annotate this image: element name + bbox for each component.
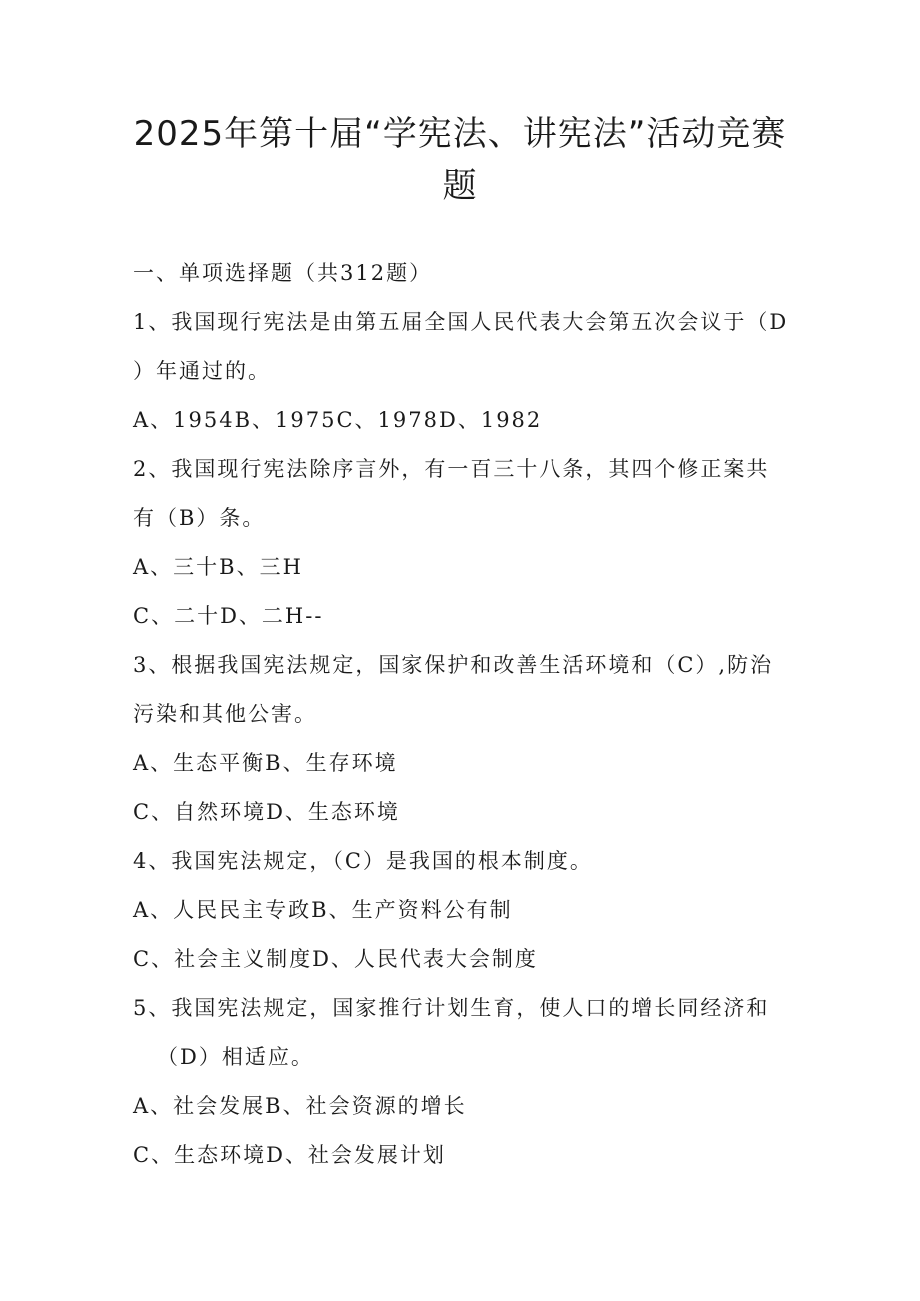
document-body (133, 256, 793, 1187)
question-3-text-cont: 污染和其他公害。 (133, 702, 317, 726)
question-3-options-ab: A、生态平衡B、生存环境 (133, 751, 398, 775)
document-title: 2025年第十届“学宪法、讲宪法”活动竞赛题 (133, 114, 787, 206)
question-3-text: 3、根据我国宪法规定，国家保护和改善生活环境和（C）,防治 (133, 653, 774, 677)
question-1-text-cont: ）年通过的。 (133, 359, 271, 383)
question-3-options-cd: C、自然环境D、生态环境 (133, 800, 400, 824)
question-5-options-ab: A、社会发展B、社会资源的增长 (133, 1094, 467, 1118)
question-4-text: 4、我国宪法规定，（C）是我国的根本制度。 (133, 849, 593, 873)
question-1-options: A、1954B、1975C、1978D、1982 (133, 408, 543, 432)
question-5-text: 5、我国宪法规定，国家推行计划生育，使人口的增长同经济和 (133, 996, 770, 1020)
question-1-text: 1、我国现行宪法是由第五届全国人民代表大会第五次会议于（D (133, 310, 789, 334)
question-2-text-cont: 有（B）条。 (133, 506, 266, 530)
section-heading: 一、单项选择题（共312题） (133, 261, 433, 285)
question-5-text-cont: （D）相适应。 (157, 1045, 314, 1069)
question-2-text: 2、我国现行宪法除序言外，有一百三十八条，其四个修正案共 (133, 457, 770, 481)
question-2-options-ab: A、三十B、三H (133, 555, 303, 579)
question-4-options-cd: C、社会主义制度D、人民代表大会制度 (133, 947, 538, 971)
question-2-options-cd: C、二十D、二H-- (133, 604, 324, 628)
question-5-options-cd: C、生态环境D、社会发展计划 (133, 1143, 446, 1167)
question-4-options-ab: A、人民民主专政B、生产资料公有制 (133, 898, 513, 922)
